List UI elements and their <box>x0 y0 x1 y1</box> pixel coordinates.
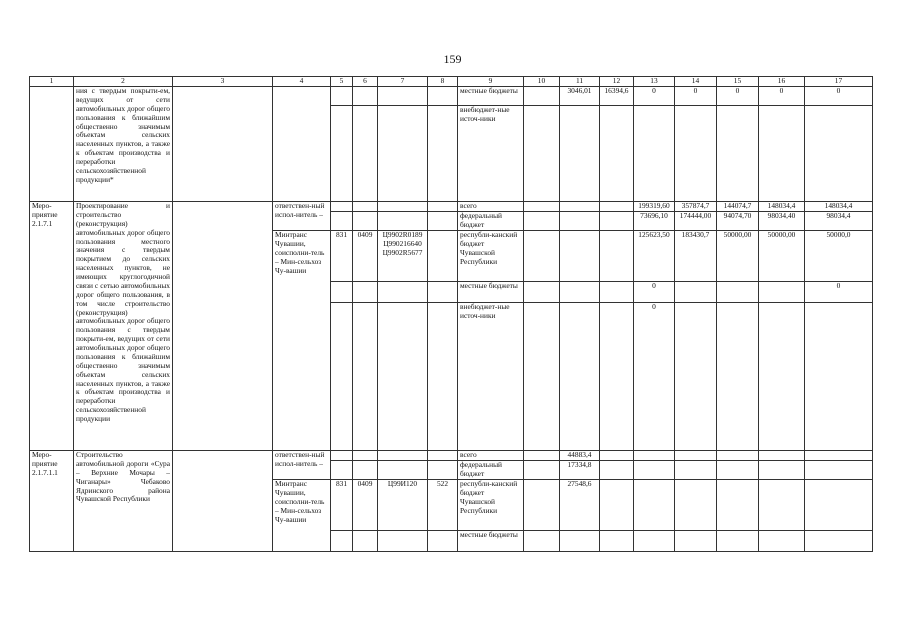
value-cell-c11: 3046,01 <box>560 87 600 106</box>
header-cell: 3 <box>173 77 273 87</box>
header-cell: 7 <box>378 77 428 87</box>
header-cell: 11 <box>560 77 600 87</box>
value-cell-c10 <box>524 303 560 451</box>
value-cell-c12 <box>600 461 634 480</box>
responsible-cell: ответствен-ный испол-нитель – <box>273 451 331 480</box>
value-cell-c11: 44883,4 <box>560 451 600 461</box>
value-cell-c16 <box>759 451 805 461</box>
value-cell-c14 <box>675 303 717 451</box>
funding-source-cell: республи-канский бюджет Чувашской Республики <box>458 231 524 282</box>
page-number: 159 <box>443 52 462 66</box>
value-cell-c13: 0 <box>634 87 675 106</box>
value-cell-c11 <box>560 531 600 552</box>
value-cell-c10 <box>524 106 560 202</box>
value-cell-c17 <box>805 461 873 480</box>
section-code-cell: 0409 <box>353 231 378 282</box>
value-cell-c17: 0 <box>805 282 873 303</box>
value-cell-c14: 183430,7 <box>675 231 717 282</box>
value-cell-c10 <box>524 451 560 461</box>
value-cell-c15: 50000,00 <box>717 231 759 282</box>
header-cell: 4 <box>273 77 331 87</box>
code-c6 <box>353 303 378 451</box>
measure-row <box>30 451 873 461</box>
funding-source-cell: федеральный бюджет <box>458 212 524 231</box>
value-cell-c11: 27548,6 <box>560 480 600 531</box>
value-cell-c10 <box>524 87 560 106</box>
target-article-cell: Ц9902R0189 Ц990216640 Ц9902R5677 <box>378 231 428 282</box>
measure-code-cell: Меро-приятие 2.1.7.1.1 <box>30 451 74 552</box>
section-code-cell: 0409 <box>353 480 378 531</box>
measure-row <box>30 202 873 212</box>
value-cell-c10 <box>524 531 560 552</box>
value-cell-c16 <box>759 106 805 202</box>
value-cell-c14: 357874,7 <box>675 202 717 212</box>
code-c6 <box>353 451 378 461</box>
value-cell-c13 <box>634 451 675 461</box>
responsible-cell: ответствен-ный испол-нитель – <box>273 202 331 231</box>
header-row <box>30 77 873 87</box>
value-cell-c14 <box>675 282 717 303</box>
value-cell-c10 <box>524 231 560 282</box>
funding-source-cell: федеральный бюджет <box>458 461 524 480</box>
funding-source-cell: внебюджет-ные источ-ники <box>458 106 524 202</box>
value-cell-c15 <box>717 303 759 451</box>
value-cell-c15 <box>717 461 759 480</box>
code-c5 <box>331 212 353 231</box>
target-article-cell: Ц99И120 <box>378 480 428 531</box>
value-cell-c15 <box>717 282 759 303</box>
value-cell-c10 <box>524 282 560 303</box>
code-c6 <box>353 212 378 231</box>
funding-source-cell: внебюджет-ные источ-ники <box>458 303 524 451</box>
value-cell-c14 <box>675 451 717 461</box>
measure-name-cell: ния с твердым покрыти-ем, ведущих от сети автомобильных дорог общего пользования к ближайшим общественно значимым объектам сельских населенных пунктов, а также к объектам производства и переработки сельскохозяйственной продукции* <box>74 87 173 202</box>
value-cell-c10 <box>524 212 560 231</box>
value-cell-c15 <box>717 106 759 202</box>
funding-source-cell: местные бюджеты <box>458 87 524 106</box>
value-cell-c12 <box>600 531 634 552</box>
code-cell <box>30 87 74 202</box>
code-c8 <box>428 87 458 106</box>
value-cell-c14: 174444,00 <box>675 212 717 231</box>
code-c6 <box>353 461 378 480</box>
funding-source-cell: местные бюджеты <box>458 282 524 303</box>
value-cell-c15: 144074,7 <box>717 202 759 212</box>
value-cell-c15 <box>717 480 759 531</box>
code-c5 <box>331 87 353 106</box>
code-c6 <box>353 202 378 212</box>
value-cell-c13: 199319,60 <box>634 202 675 212</box>
value-cell-c12 <box>600 282 634 303</box>
code-c7 <box>378 451 428 461</box>
value-cell-c12 <box>600 451 634 461</box>
value-cell-c14 <box>675 106 717 202</box>
value-cell-c16: 98034,40 <box>759 212 805 231</box>
code-c7 <box>378 87 428 106</box>
measure-code-cell: Меро-приятие 2.1.7.1 <box>30 202 74 451</box>
value-cell-c11 <box>560 282 600 303</box>
value-cell-c17 <box>805 480 873 531</box>
value-cell-c17 <box>805 451 873 461</box>
value-cell-c12 <box>600 106 634 202</box>
value-cell-c15: 94074,70 <box>717 212 759 231</box>
value-cell-c12 <box>600 202 634 212</box>
value-cell-c14 <box>675 531 717 552</box>
value-cell-c17 <box>805 106 873 202</box>
code-c6 <box>353 282 378 303</box>
value-cell-c12 <box>600 212 634 231</box>
column-3-cell <box>173 451 273 552</box>
continuation-row <box>30 87 873 106</box>
value-cell-c16 <box>759 531 805 552</box>
value-cell-c11 <box>560 202 600 212</box>
value-cell-c11 <box>560 212 600 231</box>
value-cell-c15 <box>717 531 759 552</box>
header-cell: 5 <box>331 77 353 87</box>
value-cell-c11: 17334,8 <box>560 461 600 480</box>
column-3-cell <box>173 87 273 202</box>
value-cell-c16: 0 <box>759 87 805 106</box>
value-cell-c12 <box>600 303 634 451</box>
value-cell-c11 <box>560 106 600 202</box>
program-table <box>29 76 873 552</box>
code-c7 <box>378 461 428 480</box>
value-cell-c11 <box>560 231 600 282</box>
value-cell-c13 <box>634 461 675 480</box>
value-cell-c15 <box>717 451 759 461</box>
value-cell-c12 <box>600 231 634 282</box>
header-cell: 8 <box>428 77 458 87</box>
code-c5 <box>331 303 353 451</box>
value-cell-c12 <box>600 480 634 531</box>
value-cell-c17: 0 <box>805 87 873 106</box>
code-c5 <box>331 202 353 212</box>
funding-source-cell: республи-канский бюджет Чувашской Республики <box>458 480 524 531</box>
code-c5 <box>331 531 353 552</box>
code-c7 <box>378 282 428 303</box>
header-cell: 15 <box>717 77 759 87</box>
code-c8 <box>428 303 458 451</box>
value-cell-c16 <box>759 461 805 480</box>
value-cell-c16 <box>759 303 805 451</box>
code-c8 <box>428 106 458 202</box>
executor-cell: Минтранс Чувашии, соисполни-тель – Мин-сельхоз Чу-вашии <box>273 480 331 552</box>
header-cell: 1 <box>30 77 74 87</box>
code-c5 <box>331 282 353 303</box>
header-cell: 9 <box>458 77 524 87</box>
value-cell-c13: 0 <box>634 282 675 303</box>
value-cell-c13: 73696,10 <box>634 212 675 231</box>
value-cell-c16 <box>759 480 805 531</box>
code-c6 <box>353 531 378 552</box>
value-cell-c16 <box>759 282 805 303</box>
value-cell-c14: 0 <box>675 87 717 106</box>
value-cell-c10 <box>524 461 560 480</box>
value-cell-c17: 148034,4 <box>805 202 873 212</box>
code-c5 <box>331 461 353 480</box>
value-cell-c13: 0 <box>634 303 675 451</box>
code-c8 <box>428 461 458 480</box>
code-c6 <box>353 87 378 106</box>
code-c8 <box>428 231 458 282</box>
value-cell-c16: 148034,4 <box>759 202 805 212</box>
funding-source-cell: всего <box>458 451 524 461</box>
funding-source-cell: местные бюджеты <box>458 531 524 552</box>
code-c8 <box>428 202 458 212</box>
value-cell-c11 <box>560 303 600 451</box>
value-cell-c13 <box>634 106 675 202</box>
code-c7 <box>378 303 428 451</box>
code-c8 <box>428 212 458 231</box>
column-3-cell <box>173 202 273 451</box>
value-cell-c17 <box>805 303 873 451</box>
code-c7 <box>378 106 428 202</box>
header-cell: 12 <box>600 77 634 87</box>
header-cell: 6 <box>353 77 378 87</box>
code-c5 <box>331 106 353 202</box>
value-cell-c17: 98034,4 <box>805 212 873 231</box>
value-cell-c14 <box>675 461 717 480</box>
code-c7 <box>378 531 428 552</box>
value-cell-c13 <box>634 480 675 531</box>
value-cell-c13: 125623,50 <box>634 231 675 282</box>
code-c8 <box>428 451 458 461</box>
value-cell-c14 <box>675 480 717 531</box>
ministry-code-cell: 831 <box>331 480 353 531</box>
header-cell: 13 <box>634 77 675 87</box>
value-cell-c13 <box>634 531 675 552</box>
measure-name-cell: Проектирование и строительство (реконструкция) автомобильных дорог общего пользования местного значения с твердым покрытием до сельских населенных пунктов, не имеющих круглогодичной связи с сетью автомобильных дорог общего пользования, в том числе строительство (реконструкция) автомобильных дорог общего пользования с твердым покрыти-ем, ведущих от сети автомобильных дорог общего пользования к ближайшим общественно значимым объектам сельских населенных пунктов, а также к объектам производства и переработки сельскохозяйственной продукции <box>74 202 173 451</box>
code-c7 <box>378 202 428 212</box>
header-cell: 16 <box>759 77 805 87</box>
value-cell-c15: 0 <box>717 87 759 106</box>
measure-name-cell: Строительство автомобильной дороги «Сура – Верхние Мочары – Чиганары» Чебаково Ядринского района Чувашской Республики <box>74 451 173 552</box>
header-cell: 10 <box>524 77 560 87</box>
value-cell-c12: 16394,6 <box>600 87 634 106</box>
ministry-code-cell: 831 <box>331 231 353 282</box>
executor-cell: Минтранс Чувашии, соисполни-тель – Мин-сельхоз Чу-вашии <box>273 231 331 451</box>
code-c5 <box>331 451 353 461</box>
value-cell-c17: 50000,0 <box>805 231 873 282</box>
value-cell-c17 <box>805 531 873 552</box>
expense-type-cell: 522 <box>428 480 458 531</box>
value-cell-c16: 50000,00 <box>759 231 805 282</box>
code-c7 <box>378 212 428 231</box>
header-cell: 14 <box>675 77 717 87</box>
funding-source-cell: всего <box>458 202 524 212</box>
header-cell: 2 <box>74 77 173 87</box>
value-cell-c10 <box>524 480 560 531</box>
code-c6 <box>353 106 378 202</box>
executor-cell <box>273 87 331 202</box>
code-c8 <box>428 282 458 303</box>
code-c8 <box>428 531 458 552</box>
header-cell: 17 <box>805 77 873 87</box>
value-cell-c10 <box>524 202 560 212</box>
